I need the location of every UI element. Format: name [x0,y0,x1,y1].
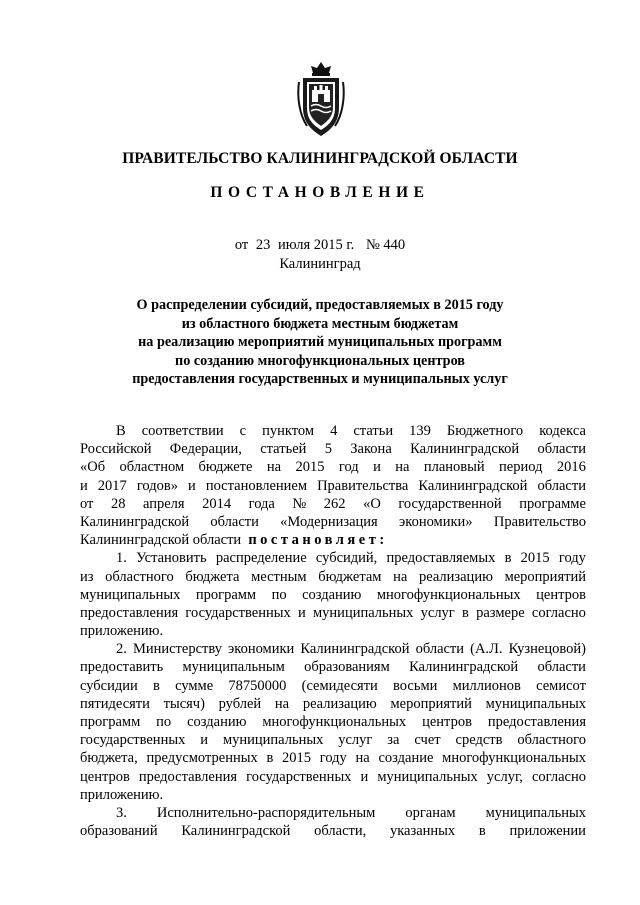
document-type: ПОСТАНОВЛЕНИЕ [210,184,430,201]
body-line [80,568,586,586]
body-word: Калининградской [418,477,528,494]
body-word: тысяч) [163,695,205,712]
body-word: на [266,459,282,476]
body-word: 3. [116,804,127,821]
body-line [80,549,586,567]
body-line [80,604,586,622]
body-word: реализацию [302,695,377,712]
body-word: и [200,732,209,749]
body-word: год [338,459,359,476]
body-word: распределение [215,550,307,567]
body-word: и [360,768,369,785]
document-number: 440 [383,237,406,253]
body-word: по [156,714,172,730]
date-month-year: июля 2015 г. [277,237,355,253]
body-word: года [248,495,275,512]
organization-title: ПРАВИТЕЛЬСТВО КАЛИНИНГРАДСКОЙ ОБЛАСТИ [122,150,518,167]
body-line [80,695,586,713]
body-word: бюджете [198,459,253,476]
body-word: «О [363,495,381,512]
body-word: 139 [409,423,431,439]
body-word: многофункциональных [262,714,407,730]
body-line-text: приложению. [80,786,164,803]
body-word: субсидий, [315,550,378,567]
subject-line: по созданию многофункциональных центров [175,352,465,369]
subject-line: предоставления государственных и муниципальных услуг [132,371,508,387]
body-word: Министерству [132,641,222,658]
body-line [80,422,586,440]
body-word: и [297,604,306,621]
body-word: соответствии [141,423,224,439]
body-word: мероприятий [390,695,472,712]
body-word: многофункциональных [442,750,586,767]
body-word: на [393,568,408,585]
body-line [80,440,586,458]
body-word: «Об [80,459,106,476]
body-word: субсидии [80,677,138,694]
body-word: на [395,459,410,476]
document-body [80,422,586,840]
subject-line: О распределении субсидий, предоставляемых в 2015 году [136,297,504,313]
body-word: муниципальных [485,695,586,712]
body-word: Исполнительно-распорядительным [156,804,376,821]
body-line [80,768,586,786]
body-word: области [537,659,586,676]
body-word: государственной [398,495,502,512]
body-line [80,458,586,476]
body-word: в [504,550,512,567]
body-word: услуг, [486,768,523,785]
body-word: 262 [323,495,346,512]
body-word: образованиям [304,659,390,676]
date-day: 23 [255,237,271,253]
body-word: 2015 [282,750,312,767]
body-word: на [274,695,290,712]
body-word: в [266,750,274,767]
body-word: в [462,604,469,621]
body-word: Калининградской [409,659,519,676]
body-word: в [478,823,486,840]
body-word: согласно [531,768,586,785]
body-word: 4 [330,423,338,439]
number-sign: № [365,237,380,253]
body-word: программе [519,495,586,512]
body-word: областного [517,732,586,749]
body-word: и [80,477,88,494]
body-line [80,713,586,731]
body-word: 2015 [295,459,325,476]
body-word: реализацию [418,568,493,585]
body-word: области [210,513,259,530]
body-word: Кузнецовой) [508,641,586,658]
body-word: Федерации, [169,441,242,458]
body-word: (А.Л. [470,641,503,658]
body-word: государственных [246,768,352,785]
body-word: экономики» [399,513,473,530]
document-city: Калининград [279,256,361,272]
body-word: кодекса [539,423,586,439]
resolution-keyword: постановляет: [241,532,388,549]
body-word: созданию [187,714,247,730]
date-prefix: от [234,237,249,253]
body-word: годов» [136,477,178,494]
body-line-text: Калининградской области [80,532,242,549]
body-word: муниципальных [485,804,586,821]
body-word: миллионов [452,677,521,694]
body-line [80,622,586,640]
body-word: предоставления [80,604,179,621]
body-word: с [239,423,247,439]
body-word: услуг [338,732,373,749]
document-subject [0,296,640,389]
body-line [80,822,586,840]
body-word: на [355,750,370,767]
body-word: Калининградской [80,513,190,530]
body-word: Установить [136,550,207,567]
body-word: 5 [324,441,332,458]
subject-line: из областного бюджета местным бюджетам [181,315,459,332]
body-word: статьей [260,441,307,458]
body-word: постановлением [205,477,308,494]
body-word: предоставления [487,714,586,730]
body-line [80,531,586,549]
body-word: период [499,459,543,476]
body-word: предоставляемых [386,550,496,567]
body-word: рублей [218,695,262,712]
body-word: Калининградской [300,641,410,658]
body-line [80,804,586,822]
body-word: 1. [116,550,127,567]
body-word: 78750000 [228,677,287,694]
body-line [80,658,586,676]
body-word: программ [195,586,257,603]
body-word: центров [422,714,472,730]
body-word: В [116,423,126,439]
body-word: 2. [116,641,127,658]
body-word: согласно [531,604,586,621]
body-word: государственных [80,732,186,749]
body-word: предоставить [80,659,164,676]
body-word: (семидесяти [301,677,378,694]
body-word: муниципальных [222,732,324,749]
body-word: центров [80,768,130,785]
body-word: статьи [353,423,394,439]
body-word: в [153,677,160,694]
body-word: указанных [389,823,456,840]
body-word: области [537,477,586,494]
body-word: Правительство [493,513,586,530]
body-word: органам [405,804,456,821]
body-line [80,786,586,804]
body-word: областном [119,459,185,476]
body-word: Бюджетного [446,423,524,439]
body-word: приложении [509,823,586,840]
document-date-line [0,237,640,254]
body-line [80,586,586,604]
body-word: Правительства [317,477,409,494]
body-word: 2017 [97,477,127,494]
body-word: образований [80,823,158,840]
body-word: программ [80,714,141,730]
body-word: мероприятий [504,568,586,585]
body-word: центров [536,586,586,603]
subject-line: на реализацию мероприятий муниципальных программ [138,334,502,350]
body-word: области, [314,823,367,840]
body-word: многофункциональных [376,586,521,603]
body-word: плановый [423,459,485,476]
body-word: муниципальных [313,604,414,621]
body-word: Калининградской [410,441,520,458]
body-line [80,677,586,695]
body-word: предусмотренных [146,750,258,767]
body-word: бюджета, [80,750,138,767]
body-word: и [188,477,196,494]
body-line [80,495,586,513]
body-word: 2016 [556,459,586,476]
body-word: по [271,586,287,603]
coat-of-arms-emblem [295,60,347,138]
body-word: Закона [350,441,392,458]
body-word: муниципальных [377,768,478,785]
body-line [80,477,586,495]
body-word: государственных [185,604,291,621]
body-word: пунктом [262,423,315,439]
body-word: сумме [175,677,214,694]
body-word: муниципальных [80,586,181,603]
body-word: средств [455,732,503,749]
body-word: семисот [536,677,586,694]
body-word: бюджетам [318,568,382,585]
body-word: 28 [110,495,126,512]
body-word: созданию [302,586,362,603]
body-word: «Модернизация [280,513,378,530]
body-word: областного [105,568,174,585]
body-word: услуг [420,604,455,621]
body-word: Российской [80,441,152,458]
body-word: бюджета [185,568,240,585]
body-word: создание [378,750,434,767]
body-word: экономики [228,641,295,658]
body-word: году [558,550,586,567]
body-word: местным [251,568,307,585]
body-word: предоставления [138,768,238,785]
body-word: 2014 [202,495,232,512]
body-word: области [415,641,465,658]
body-line [80,513,586,531]
body-line [80,640,586,658]
body-word: от [80,495,94,512]
body-line [80,731,586,749]
body-word: и [373,459,381,476]
body-word: Калининградской [181,823,291,840]
body-word: за [387,732,400,749]
body-word: муниципальным [182,659,285,676]
body-line [80,749,586,767]
body-word: 2015 [520,550,550,567]
body-word: из [80,568,94,585]
body-word: № [292,495,307,512]
body-word: году [319,750,347,767]
body-word: апреля [142,495,185,512]
body-word: счет [414,732,441,749]
body-word: области [537,441,586,458]
body-word: пятидесяти [80,695,150,712]
body-word: размере [476,604,525,621]
body-line-text: приложению. [80,623,164,640]
body-word: восьми [393,677,438,694]
